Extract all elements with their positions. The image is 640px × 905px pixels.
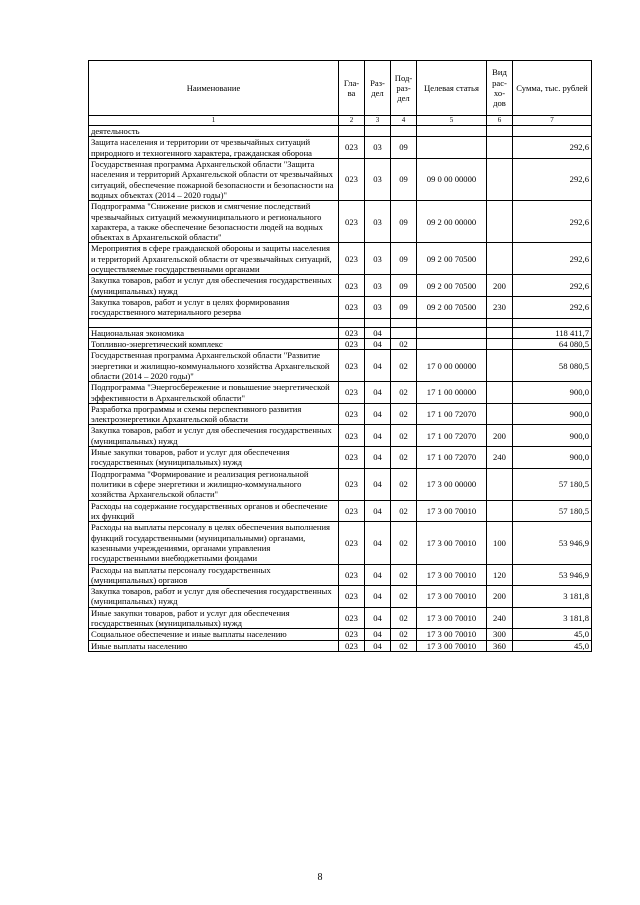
cell-name: Иные выплаты населению [89, 640, 339, 651]
column-index: 2 [339, 116, 365, 126]
cell-subsection: 02 [391, 425, 417, 447]
cell-subsection: 09 [391, 137, 417, 159]
cell-chapter: 023 [339, 243, 365, 275]
cell-amount: 292,6 [513, 158, 592, 200]
cell-expense-type: 300 [487, 629, 513, 640]
cell-amount: 3 181,8 [513, 586, 592, 608]
cell-amount: 900,0 [513, 447, 592, 469]
table-row [89, 297, 592, 319]
cell-section: 04 [365, 629, 391, 640]
cell-name: Подпрограмма "Снижение рисков и смягчение последствий чрезвычайных ситуаций межмуниципального и регионального характера, а также обеспечение безопасности людей на водных объектах в Архангельской области" [89, 201, 339, 243]
cell-expense-type [487, 137, 513, 159]
cell-subsection: 09 [391, 297, 417, 319]
cell-expense-type [487, 500, 513, 522]
cell-expense-type: 240 [487, 607, 513, 629]
table-row [89, 522, 592, 564]
cell-name [89, 318, 339, 327]
cell-target: 09 2 00 00000 [417, 201, 487, 243]
page-number: 8 [317, 872, 323, 883]
cell-name: Подпрограмма "Формирование и реализация региональной политики в сфере энергетики и жилищно-коммунального хозяйства Архангельской области" [89, 468, 339, 500]
cell-target: 09 2 00 70500 [417, 275, 487, 297]
cell-chapter [339, 318, 365, 327]
cell-expense-type: 120 [487, 564, 513, 586]
cell-section: 04 [365, 500, 391, 522]
cell-section: 03 [365, 275, 391, 297]
cell-subsection [391, 327, 417, 338]
cell-target: 17 3 00 70010 [417, 629, 487, 640]
cell-target: 17 3 00 70010 [417, 522, 487, 564]
table-row [89, 500, 592, 522]
header-amount: Сумма, тыс. рублей [513, 61, 592, 116]
cell-name: Разработка программы и схемы перспективного развития электроэнергетики Архангельской области [89, 403, 339, 425]
table-row [89, 318, 592, 327]
header-section: Раз-дел [365, 61, 391, 116]
cell-chapter: 023 [339, 586, 365, 608]
header-name: Наименование [89, 61, 339, 116]
cell-expense-type: 200 [487, 275, 513, 297]
table-row [89, 126, 592, 137]
cell-amount: 53 946,9 [513, 564, 592, 586]
cell-amount: 58 080,5 [513, 350, 592, 382]
cell-chapter: 023 [339, 338, 365, 349]
table-row [89, 382, 592, 404]
cell-chapter: 023 [339, 522, 365, 564]
cell-section [365, 126, 391, 137]
cell-name: Закупка товаров, работ и услуг для обеспечения государственных (муниципальных) нужд [89, 586, 339, 608]
cell-subsection: 02 [391, 382, 417, 404]
cell-subsection: 02 [391, 403, 417, 425]
cell-expense-type [487, 201, 513, 243]
table-row [89, 338, 592, 349]
table-row [89, 607, 592, 629]
cell-section: 04 [365, 327, 391, 338]
cell-section: 03 [365, 158, 391, 200]
cell-subsection: 02 [391, 607, 417, 629]
cell-target: 17 3 00 70010 [417, 500, 487, 522]
table-row [89, 201, 592, 243]
cell-target [417, 126, 487, 137]
cell-amount: 292,6 [513, 243, 592, 275]
cell-amount [513, 126, 592, 137]
cell-expense-type [487, 403, 513, 425]
cell-subsection: 09 [391, 158, 417, 200]
table-row [89, 447, 592, 469]
cell-amount: 292,6 [513, 201, 592, 243]
cell-name: Мероприятия в сфере гражданской обороны и защиты населения и территорий Архангельской области от чрезвычайных ситуаций, осуществляемые государственными органами [89, 243, 339, 275]
cell-expense-type [487, 327, 513, 338]
cell-name: Защита населения и территории от чрезвычайных ситуаций природного и техногенного характера, гражданская оборона [89, 137, 339, 159]
cell-subsection: 02 [391, 447, 417, 469]
header-subsection: Под-раз-дел [391, 61, 417, 116]
cell-target: 17 3 00 70010 [417, 607, 487, 629]
cell-amount: 292,6 [513, 275, 592, 297]
cell-subsection: 02 [391, 629, 417, 640]
cell-expense-type: 240 [487, 447, 513, 469]
cell-chapter: 023 [339, 297, 365, 319]
cell-expense-type [487, 243, 513, 275]
cell-section: 04 [365, 350, 391, 382]
cell-chapter [339, 126, 365, 137]
header-chapter: Гла-ва [339, 61, 365, 116]
cell-amount: 292,6 [513, 297, 592, 319]
cell-expense-type: 360 [487, 640, 513, 651]
table-row [89, 586, 592, 608]
cell-amount: 900,0 [513, 382, 592, 404]
cell-chapter: 023 [339, 447, 365, 469]
cell-name: Расходы на выплаты персоналу государственных (муниципальных) органов [89, 564, 339, 586]
cell-subsection: 09 [391, 275, 417, 297]
table-row [89, 137, 592, 159]
cell-name: Закупка товаров, работ и услуг в целях формирования государственного материального резерва [89, 297, 339, 319]
cell-amount [513, 318, 592, 327]
cell-subsection: 02 [391, 586, 417, 608]
cell-name: Расходы на содержание государственных органов и обеспечение их функций [89, 500, 339, 522]
cell-expense-type [487, 468, 513, 500]
cell-name: Иные закупки товаров, работ и услуг для обеспечения государственных (муниципальных) нужд [89, 447, 339, 469]
cell-expense-type [487, 350, 513, 382]
cell-name: Национальная экономика [89, 327, 339, 338]
cell-section: 04 [365, 403, 391, 425]
column-index: 7 [513, 116, 592, 126]
cell-expense-type: 200 [487, 586, 513, 608]
header-row [89, 61, 592, 116]
cell-chapter: 023 [339, 468, 365, 500]
cell-section: 04 [365, 338, 391, 349]
column-index: 6 [487, 116, 513, 126]
table-row [89, 275, 592, 297]
cell-chapter: 023 [339, 158, 365, 200]
cell-expense-type [487, 158, 513, 200]
column-index: 1 [89, 116, 339, 126]
header-target: Целевая статья [417, 61, 487, 116]
cell-expense-type: 230 [487, 297, 513, 319]
cell-amount: 900,0 [513, 403, 592, 425]
cell-chapter: 023 [339, 201, 365, 243]
cell-section: 04 [365, 564, 391, 586]
cell-chapter: 023 [339, 607, 365, 629]
cell-section: 04 [365, 607, 391, 629]
cell-target: 09 2 00 70500 [417, 243, 487, 275]
cell-chapter: 023 [339, 350, 365, 382]
cell-target: 17 0 00 00000 [417, 350, 487, 382]
cell-target: 17 1 00 72070 [417, 425, 487, 447]
cell-expense-type: 100 [487, 522, 513, 564]
cell-target: 17 3 00 00000 [417, 468, 487, 500]
cell-chapter: 023 [339, 564, 365, 586]
cell-target: 17 3 00 70010 [417, 586, 487, 608]
cell-subsection: 09 [391, 201, 417, 243]
cell-chapter: 023 [339, 137, 365, 159]
cell-section: 04 [365, 382, 391, 404]
table-row [89, 327, 592, 338]
cell-amount: 118 411,7 [513, 327, 592, 338]
cell-subsection: 09 [391, 243, 417, 275]
table-row [89, 425, 592, 447]
cell-subsection: 02 [391, 640, 417, 651]
table-row [89, 350, 592, 382]
cell-chapter: 023 [339, 403, 365, 425]
cell-name: Подпрограмма "Энергосбережение и повышение энергетической эффективности в Архангельской области" [89, 382, 339, 404]
cell-section: 04 [365, 586, 391, 608]
cell-amount: 45,0 [513, 629, 592, 640]
cell-name: деятельность [89, 126, 339, 137]
cell-subsection [391, 126, 417, 137]
cell-chapter: 023 [339, 425, 365, 447]
cell-target: 17 1 00 00000 [417, 382, 487, 404]
cell-name: Топливно-энергетический комплекс [89, 338, 339, 349]
cell-target: 09 2 00 70500 [417, 297, 487, 319]
cell-expense-type: 200 [487, 425, 513, 447]
cell-target: 17 3 00 70010 [417, 564, 487, 586]
cell-chapter: 023 [339, 275, 365, 297]
cell-amount: 57 180,5 [513, 468, 592, 500]
table-row [89, 158, 592, 200]
table-row [89, 403, 592, 425]
cell-amount: 3 181,8 [513, 607, 592, 629]
cell-subsection: 02 [391, 338, 417, 349]
cell-chapter: 023 [339, 382, 365, 404]
cell-amount: 45,0 [513, 640, 592, 651]
cell-expense-type [487, 382, 513, 404]
header-expense-type: Вид рас-хо-дов [487, 61, 513, 116]
cell-name: Государственная программа Архангельской области "Развитие энергетики и жилищно-коммунального хозяйства Архангельской области (2014 – 2020 годы)" [89, 350, 339, 382]
cell-expense-type [487, 338, 513, 349]
cell-subsection: 02 [391, 350, 417, 382]
column-index-row [89, 116, 592, 126]
cell-amount: 53 946,9 [513, 522, 592, 564]
cell-subsection: 02 [391, 522, 417, 564]
cell-chapter: 023 [339, 629, 365, 640]
cell-amount: 57 180,5 [513, 500, 592, 522]
column-index: 3 [365, 116, 391, 126]
cell-target: 17 1 00 72070 [417, 447, 487, 469]
table-row [89, 468, 592, 500]
cell-section: 03 [365, 297, 391, 319]
cell-amount: 900,0 [513, 425, 592, 447]
cell-target: 17 3 00 70010 [417, 640, 487, 651]
column-index: 5 [417, 116, 487, 126]
cell-section: 04 [365, 425, 391, 447]
cell-target [417, 137, 487, 159]
cell-chapter: 023 [339, 327, 365, 338]
cell-section: 04 [365, 447, 391, 469]
cell-name: Расходы на выплаты персоналу в целях обеспечения выполнения функций государственными (муниципальными) органами, казенными учреждениями, органами управления государственными внебюджетными фондами [89, 522, 339, 564]
cell-section: 03 [365, 201, 391, 243]
cell-subsection: 02 [391, 468, 417, 500]
cell-subsection [391, 318, 417, 327]
cell-name: Социальное обеспечение и иные выплаты населению [89, 629, 339, 640]
cell-expense-type [487, 126, 513, 137]
cell-target: 17 1 00 72070 [417, 403, 487, 425]
cell-section: 04 [365, 468, 391, 500]
cell-chapter: 023 [339, 640, 365, 651]
cell-name: Иные закупки товаров, работ и услуг для обеспечения государственных (муниципальных) нужд [89, 607, 339, 629]
cell-amount: 292,6 [513, 137, 592, 159]
cell-name: Государственная программа Архангельской области "Защита населения и территорий Архангельской области от чрезвычайных ситуаций, обеспечение пожарной безопасности и безопасности на водных объектах (2014 – 2020 годы)" [89, 158, 339, 200]
cell-target [417, 327, 487, 338]
cell-name: Закупка товаров, работ и услуг для обеспечения государственных (муниципальных) нужд [89, 425, 339, 447]
table-row [89, 629, 592, 640]
cell-chapter: 023 [339, 500, 365, 522]
cell-target [417, 338, 487, 349]
table-row [89, 243, 592, 275]
column-index: 4 [391, 116, 417, 126]
budget-table [88, 60, 592, 652]
cell-target: 09 0 00 00000 [417, 158, 487, 200]
cell-subsection: 02 [391, 500, 417, 522]
table-body [89, 126, 592, 652]
cell-section: 04 [365, 522, 391, 564]
table-row [89, 564, 592, 586]
table-row [89, 640, 592, 651]
cell-target [417, 318, 487, 327]
cell-amount: 64 080,5 [513, 338, 592, 349]
cell-section: 04 [365, 640, 391, 651]
cell-section: 03 [365, 137, 391, 159]
cell-section [365, 318, 391, 327]
cell-expense-type [487, 318, 513, 327]
cell-section: 03 [365, 243, 391, 275]
cell-subsection: 02 [391, 564, 417, 586]
cell-name: Закупка товаров, работ и услуг для обеспечения государственных (муниципальных) нужд [89, 275, 339, 297]
